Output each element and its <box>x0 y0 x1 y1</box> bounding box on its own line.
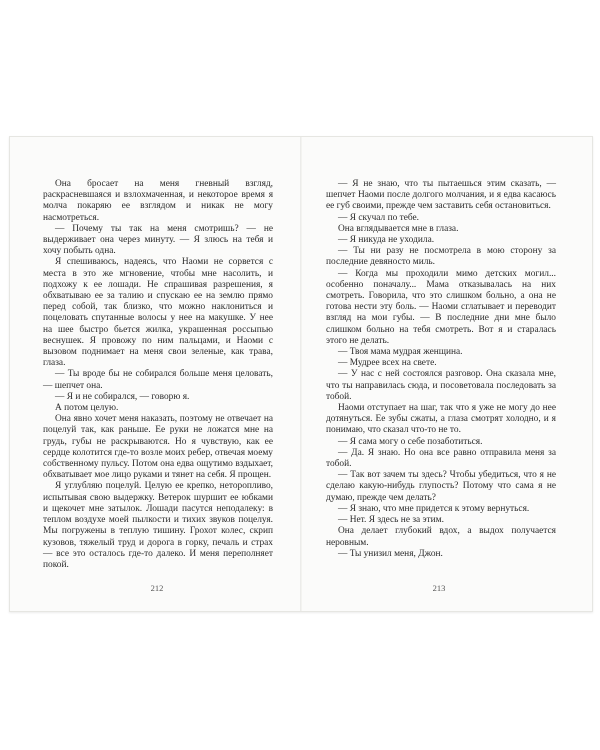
paragraph: — Когда мы проходили мимо детских могил... особенно поначалу... Мама отказывалась на них смотреть. Говорила, что это слишком больно, а она не готова нести эту боль. — Наоми сглатывает и переводит взгляд на мои губы. — В последние дни мне было слишком больно на тебя смотреть. Вот я и старалась этого не делать. <box>326 268 556 346</box>
paragraph: — Да. Я знаю. Но она все равно отправила меня за тобой. <box>326 447 556 470</box>
right-page-number: 213 <box>432 583 446 593</box>
right-page <box>326 179 556 560</box>
paragraph: — Так вот зачем ты здесь? Чтобы убедиться, что я не сделаю какую-нибудь глупость? Потому что сама я не думаю, прежде чем делать? <box>326 470 556 503</box>
paragraph: Я спешиваюсь, надеясь, что Наоми не сорвется с места в это же мгновение, чтобы мне насолить, и подхожу к ее лошади. Не спрашивая разрешения, я обхватываю ее за талию и спускаю ее на землю прямо перед собой, так близко, что можно наклониться и поцеловать спутанные волосы у нее на макушке. У нее на шее быстро бьется жилка, украшенная россыпью веснушек. Я провожу по ним пальцами, и Наоми с вызовом поднимает на меня свои зеленые, как трава, глаза. <box>43 257 273 369</box>
paragraph: Она делает глубокий вдох, а выдох получается неровным. <box>326 526 556 548</box>
paragraph: Я углубляю поцелуй. Целую ее крепко, неторопливо, испытывая свою выдержку. Ветерок шуршит ее юбками и щекочет мне затылок. Лошади пасутся неподалеку: в теплом воздухе моей пылкости и тихих звуков поцелуя. Мы погружены в теплую тишину. Грохот колес, скрип кузовов, тяжелый труд и дорога в горку, печаль и страх — все это осталось где-то далеко. И меня переполняет покой. <box>43 481 273 570</box>
left-page-number: 212 <box>150 583 164 593</box>
paragraph: — Я не знаю, что ты пытаешься этим сказать, — шепчет Наоми после долгого молчания, и я едва касаюсь ее губ своими, прежде чем заставить себя остановиться. <box>326 179 556 212</box>
book-spread <box>9 136 593 612</box>
paragraph: Она бросает на меня гневный взгляд, раскрасневшаяся и взлохмаченная, и некоторое время я молча покаряю ее взглядом и никак не могу насмотреться. <box>43 179 273 223</box>
paragraph: — Я и не собирался, — говорю я. <box>55 391 190 402</box>
paragraph: — Я никуда не уходила. <box>338 235 435 246</box>
paragraph: — Почему ты так на меня смотришь? — не выдерживает она через минуту. — Я злюсь на тебя и хочу побыть одна. <box>43 223 273 257</box>
paragraph: Наоми отступает на шаг, так что я уже не могу до нее дотянуться. Ее зубы сжаты, а глаза смотрят холодно, и я понимаю, что сказал что-то не то. <box>326 403 556 436</box>
paragraph: — Мудрее всех на свете. <box>338 358 437 369</box>
paragraph: — Ты ни разу не посмотрела в мою сторону за последние девяносто миль. <box>326 246 556 268</box>
paragraph: — Ты унизил меня, Джон. <box>338 548 443 559</box>
paragraph: — Я сама могу о себе позаботиться. <box>338 436 483 447</box>
book-gutter <box>300 137 302 611</box>
paragraph: — Я знаю, что мне придется к этому вернуться. <box>338 503 530 514</box>
paragraph: Она явно хочет меня наказать, поэтому не отвечает на поцелуй так, как раньше. Ее руки не ложатся мне на грудь, губы не раскрываются. Но я чувствую, как ее сердце колотится где-то возле моих ребер, отвечая моему собственному пульсу. Потом она едва ощутимо вздыхает, обхватывает мое лицо руками и тянет на себя. Я прощен. <box>43 414 273 481</box>
paragraph: — Нет. Я здесь не за этим. <box>338 515 444 526</box>
paragraph: А потом целую. <box>55 403 119 414</box>
paragraph: — У нас с ней состоялся разговор. Она сказала мне, что ты направилась сюда, и посоветовала последовать за тобой. <box>326 369 556 402</box>
paragraph: — Ты вроде бы не собирался больше меня целовать, — шепчет она. <box>43 369 273 391</box>
paragraph: — Я скучал по тебе. <box>338 212 420 223</box>
paragraph: — Твоя мама мудрая женщина. <box>338 347 463 358</box>
left-page <box>43 179 273 571</box>
paragraph: Она вглядывается мне в глаза. <box>338 223 459 234</box>
